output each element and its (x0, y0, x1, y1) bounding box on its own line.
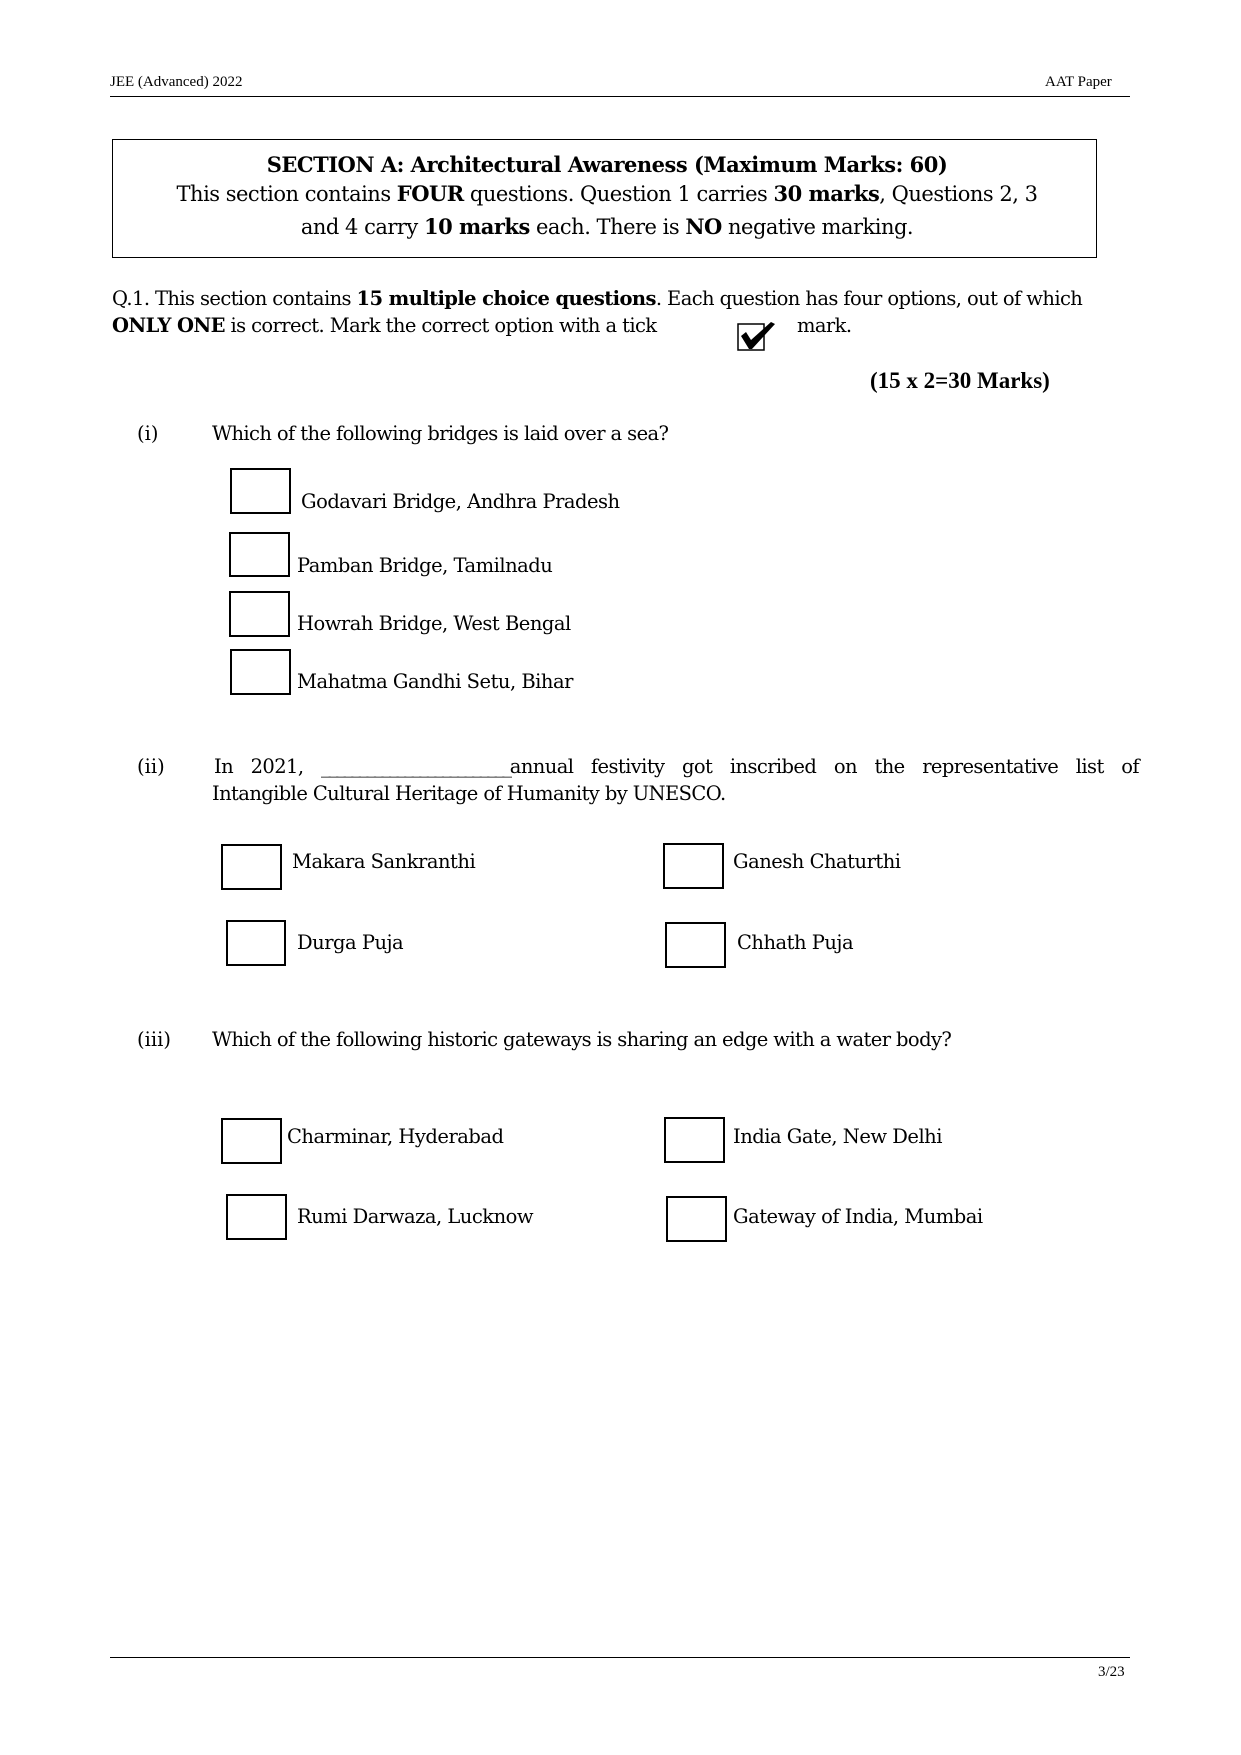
question-text: Which of the following bridges is laid over a sea? (212, 422, 669, 445)
header-right: AAT Paper (1045, 74, 1112, 90)
header-left: JEE (Advanced) 2022 (110, 74, 243, 90)
question-number: (i) (137, 422, 159, 445)
footer-rule (110, 1657, 1130, 1658)
text: annual festivity got inscribed on the representative list of (509, 755, 1139, 778)
section-title: SECTION A: Architectural Awareness (Maximum Marks: 60) (266, 152, 948, 177)
option-checkbox[interactable] (229, 591, 290, 637)
instructions-line-2 (112, 314, 657, 337)
option-label: Durga Puja (297, 931, 404, 954)
text-bold: 30 marks (773, 181, 880, 206)
page-number: 3/23 (1098, 1664, 1125, 1680)
text: In 2021, (214, 755, 322, 778)
option-checkbox[interactable] (230, 468, 291, 514)
option-checkbox[interactable] (226, 920, 286, 966)
text: and 4 carry (300, 215, 424, 239)
header-rule (110, 96, 1130, 97)
text: . Each question has four options, out of which (655, 287, 1083, 310)
text-bold: ONLY ONE (112, 314, 225, 337)
text-bold: 10 marks (423, 214, 530, 239)
option-label: India Gate, New Delhi (733, 1125, 942, 1148)
instructions-mark-word: mark. (797, 314, 852, 337)
instructions-line-1 (112, 287, 1082, 310)
option-label: Rumi Darwaza, Lucknow (297, 1205, 534, 1228)
section-description-line-2 (112, 214, 1102, 239)
option-checkbox[interactable] (664, 1117, 725, 1163)
option-checkbox[interactable] (665, 922, 726, 968)
question-number: (ii) (137, 755, 165, 778)
option-label: Pamban Bridge, Tamilnadu (297, 554, 553, 577)
text: , Questions 2, 3 (879, 182, 1038, 206)
text: each. There is (529, 215, 686, 239)
text: is correct. Mark the correct option with a tick (224, 314, 657, 337)
question-text: Which of the following historic gateways is sharing an edge with a water body? (212, 1028, 952, 1051)
text: Q.1. This section contains (112, 287, 357, 310)
option-label: Mahatma Gandhi Setu, Bihar (297, 670, 573, 693)
option-label: Godavari Bridge, Andhra Pradesh (301, 490, 620, 513)
question-text-line-2: Intangible Cultural Heritage of Humanity by UNESCO. (212, 782, 726, 805)
option-checkbox[interactable] (226, 1194, 287, 1240)
option-label: Chhath Puja (737, 931, 854, 954)
text: questions. Question 1 carries (463, 182, 774, 206)
answer-blank: _________________________ (321, 755, 510, 778)
option-label: Makara Sankranthi (292, 850, 476, 873)
text: negative marking. (721, 215, 914, 239)
question-number: (iii) (137, 1028, 171, 1051)
text: This section contains (176, 182, 397, 206)
checked-box-icon (737, 318, 777, 352)
option-label: Ganesh Chaturthi (733, 850, 901, 873)
option-checkbox[interactable] (221, 1118, 282, 1164)
text-bold: 15 multiple choice questions (356, 287, 656, 310)
option-checkbox[interactable] (663, 843, 724, 889)
option-label: Howrah Bridge, West Bengal (297, 612, 571, 635)
option-checkbox[interactable] (230, 649, 291, 695)
marks-label: (15 x 2=30 Marks) (870, 368, 1050, 393)
option-label: Charminar, Hyderabad (287, 1125, 504, 1148)
text-bold: FOUR (396, 181, 464, 206)
option-checkbox[interactable] (221, 844, 282, 890)
text-bold: NO (685, 214, 722, 239)
option-checkbox[interactable] (666, 1196, 727, 1242)
option-label: Gateway of India, Mumbai (733, 1205, 983, 1228)
section-description-line-1 (112, 181, 1102, 206)
option-checkbox[interactable] (229, 532, 290, 577)
question-text-line-1 (214, 755, 1139, 778)
